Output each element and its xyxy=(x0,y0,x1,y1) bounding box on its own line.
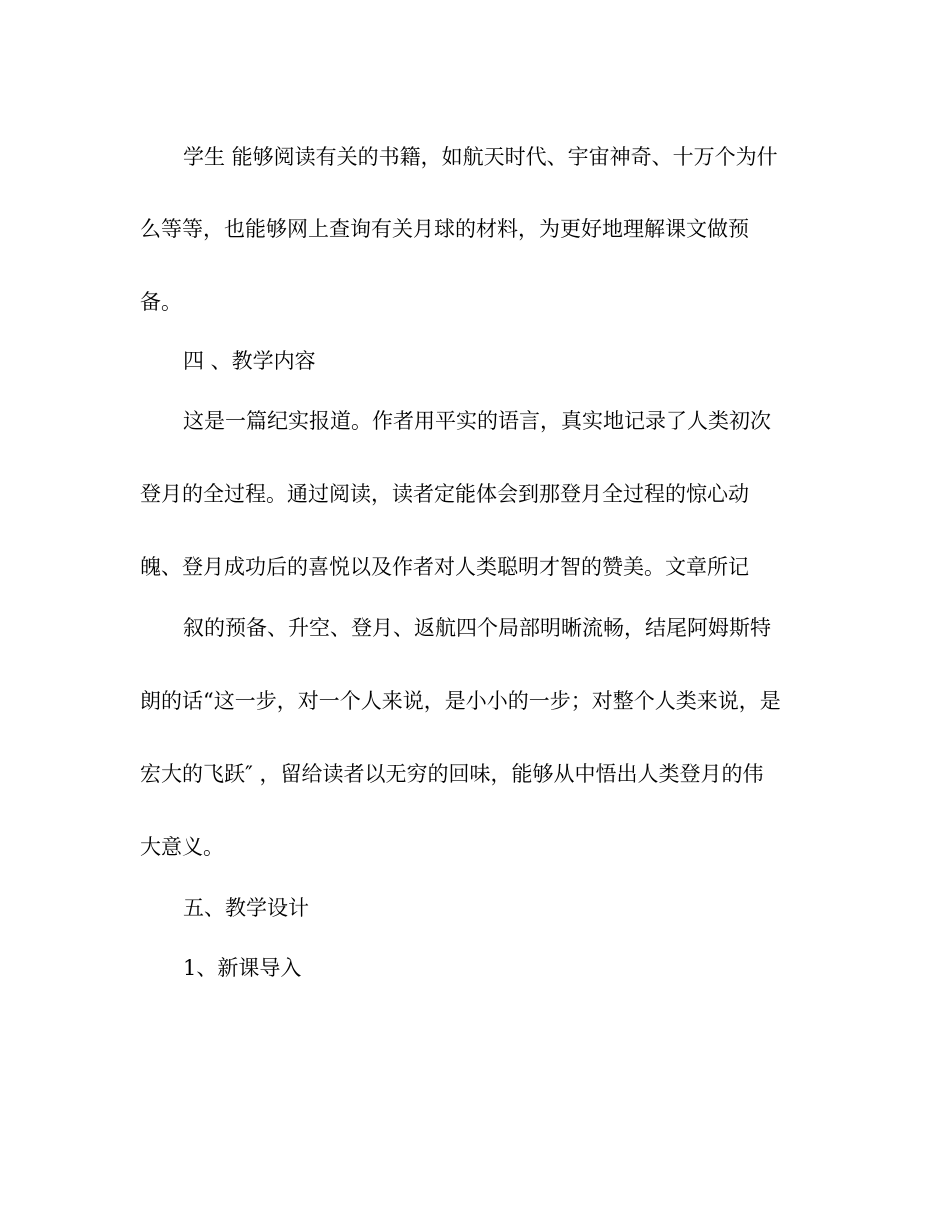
body-text-line: 宏大的飞跃″ ，留给读者以无穷的回味，能够从中悟出人类登月的伟 xyxy=(140,762,764,786)
section-heading: 四 、教学内容 xyxy=(183,349,316,373)
body-text-line: 朗的话“这一步，对一个人来说，是小小的一步；对整个人类来说，是 xyxy=(140,689,781,713)
body-text-line: 叙的预备、升空、登月、返航四个局部明晰流畅，结尾阿姆斯特 xyxy=(183,616,771,640)
body-text-line: 大意义。 xyxy=(140,835,224,859)
body-text-line: 备。 xyxy=(140,290,182,314)
body-text-line: 这是一篇纪实报道。作者用平实的语言，真实地记录了人类初次 xyxy=(183,409,771,433)
body-text-line: 登月的全过程。通过阅读，读者定能体会到那登月全过程的惊心动 xyxy=(140,482,749,506)
section-heading: 五、教学设计 xyxy=(183,896,309,920)
body-text-line: 么等等，也能够网上查询有关月球的材料，为更好地理解课文做预 xyxy=(140,217,749,241)
body-text-line: 学生 能够阅读有关的书籍，如航天时代、宇宙神奇、十万个为什 xyxy=(183,145,778,169)
subsection-heading: 1、新课导入 xyxy=(183,956,302,980)
body-text-line: 魄、登月成功后的喜悦以及作者对人类聪明才智的赞美。文章所记 xyxy=(140,555,749,579)
